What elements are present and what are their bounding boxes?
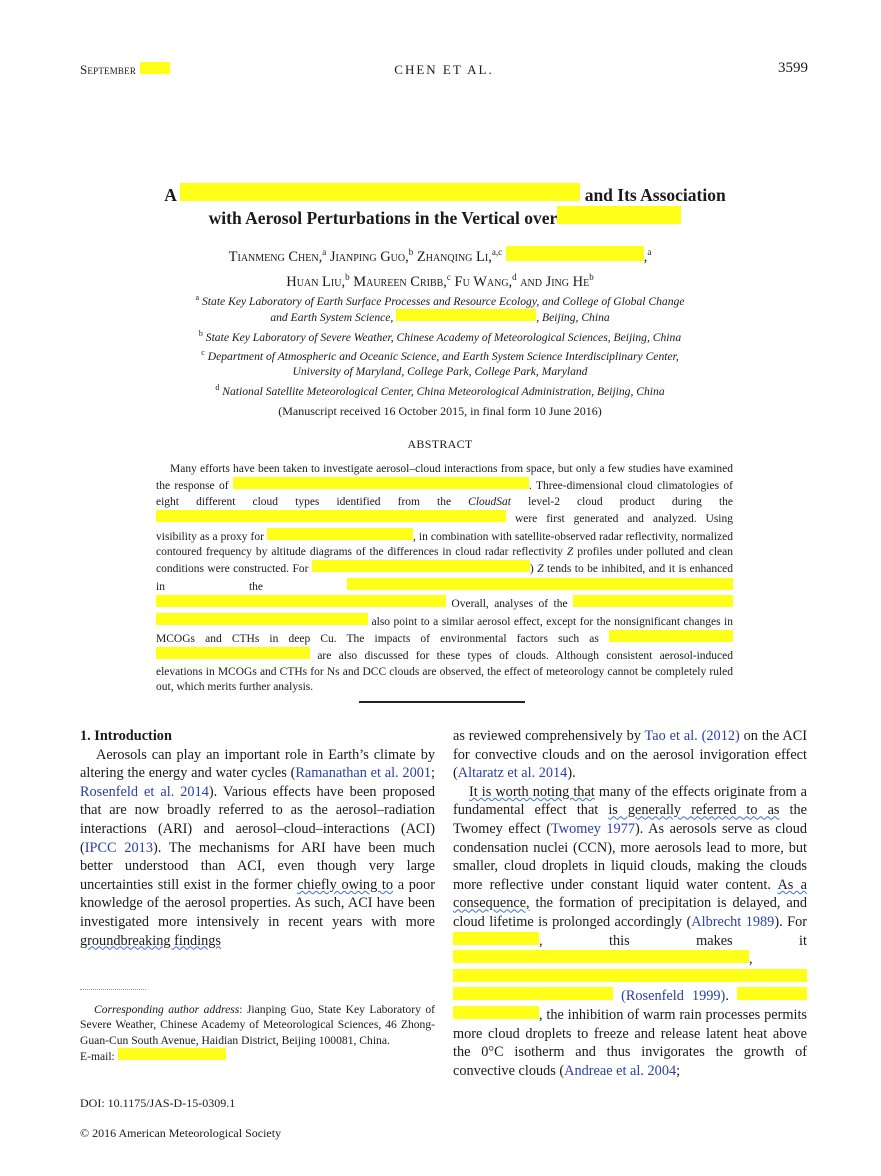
redaction-highlight bbox=[233, 477, 529, 489]
paper-title bbox=[120, 183, 770, 229]
redaction-highlight bbox=[737, 987, 807, 1000]
redaction-highlight bbox=[557, 206, 681, 224]
header-authors: CHEN ET AL. bbox=[394, 62, 494, 77]
redaction-highlight bbox=[506, 246, 644, 261]
header-month: September bbox=[80, 62, 170, 78]
redaction-highlight bbox=[453, 932, 539, 945]
redaction-highlight bbox=[118, 1048, 226, 1060]
right-column bbox=[453, 727, 807, 1080]
running-header bbox=[80, 62, 808, 80]
affiliation-d: $^d$ National Satellite Meteorological Center, China Meteorological Administration, Beijing, China bbox=[215, 382, 665, 398]
redaction-highlight bbox=[156, 595, 446, 607]
affiliation-a-cont: and Earth System Science, , Beijing, China bbox=[270, 311, 610, 325]
redaction-highlight bbox=[267, 528, 413, 540]
manuscript-dates: (Manuscript received 16 October 2015, in final form 10 June 2016) bbox=[278, 404, 602, 418]
grammar-flag: groundbreaking findings bbox=[80, 932, 221, 949]
redaction-highlight bbox=[156, 647, 310, 659]
section-heading-introduction: 1. Introduction bbox=[80, 728, 172, 744]
redaction-highlight bbox=[396, 309, 536, 321]
redaction-highlight bbox=[312, 560, 530, 572]
citation-rosenfeld-2014[interactable]: Rosenfeld et al. 2014 bbox=[80, 783, 209, 800]
citation-ipcc-2013[interactable]: IPCC 2013 bbox=[84, 839, 153, 856]
email-line: E-mail: bbox=[80, 1048, 435, 1064]
abstract-body bbox=[156, 462, 733, 696]
page-number: 3599 bbox=[778, 60, 808, 76]
citation-twomey-1977[interactable]: Twomey 1977 bbox=[551, 820, 636, 837]
footnote-rule bbox=[80, 989, 146, 990]
redaction-highlight bbox=[347, 578, 733, 590]
redaction-highlight bbox=[573, 595, 733, 607]
affiliation-c: $^c$ Department of Atmospheric and Oceanic Science, and Earth System Science Interdisciplinary Center, bbox=[201, 347, 679, 363]
redaction-highlight bbox=[156, 613, 368, 625]
author-list bbox=[110, 242, 770, 292]
redaction-highlight bbox=[453, 969, 807, 982]
corresponding-author-footnote: Corresponding author address: Jianping Guo, State Key Laboratory of Severe Weather, Chinese Academy of Meteorological Sciences, 46 Zhong-Guan-Cun South Avenue, Haidian District, Beijing 100081, China. E-mail: bbox=[80, 1003, 435, 1063]
redaction-highlight bbox=[180, 183, 580, 201]
redaction-highlight bbox=[453, 950, 749, 963]
abstract-heading: ABSTRACT bbox=[407, 437, 473, 451]
grammar-flag: chiefly owing to bbox=[297, 876, 394, 893]
citation-ramanathan-2001[interactable]: Ramanathan et al. 2001 bbox=[295, 765, 432, 782]
abstract-paragraph: Many efforts have been taken to investigate aerosol–cloud interactions from space, but only a few studies have examined the response of . Three-dimensional cloud climatologies of eight different cloud types identified from the CloudSat level-2 cloud product during the were first generated and analyzed. Using visibility as a proxy for , in combination with satellite-observed radar reflectivity, normalized contoured frequency by altitude diagrams of the differences in cloud radar reflectivity Z profiles under polluted and clean conditions were constructed. For ) Z tends to be inhibited, and it is enhanced in the Overall, analyses of the also point to a similar aerosol effect, except for the nonsignificant changes in MCOGs and CTHs in deep Cu. The impacts of environmental factors such as are also discussed for these types of clouds. Although consistent aerosol-induced elevations in MCOGs and CTHs for Ns and DCC clouds are observed, the effect of meteorology cannot be completely ruled out, which merits further analysis. bbox=[156, 463, 734, 694]
title-line-2: with Aerosol Perturbations in the Vertical over bbox=[120, 206, 770, 229]
copyright: © 2016 American Meteorological Society bbox=[80, 1126, 282, 1140]
affiliation-a: $^a$ State Key Laboratory of Earth Surface Processes and Resource Ecology, and College of Global Change bbox=[195, 293, 685, 308]
citation-albrecht-1989[interactable]: Albrecht 1989 bbox=[691, 913, 775, 930]
affiliations bbox=[110, 290, 770, 399]
citation-tao-2012[interactable]: Tao et al. (2012) bbox=[644, 728, 740, 744]
doi: DOI: 10.1175/JAS-D-15-0309.1 bbox=[80, 1096, 236, 1110]
redaction-highlight bbox=[453, 987, 613, 1000]
intro-paragraph-1-cont: as reviewed comprehensively by Tao et al. (2012) on the ACI for convective clouds and on the aerosol invigoration effect (Altaratz et al. 2014). bbox=[453, 728, 808, 782]
title-line-1: A and Its Association bbox=[164, 185, 726, 205]
author-line-1: Tianmeng Chen,$^a$ Jianping Guo,$^b$ Zhanqing Li,$^{a,c}$ ,$^a$ bbox=[228, 247, 652, 265]
section-divider bbox=[359, 701, 525, 703]
intro-paragraph-2: It is worth noting that many of the effects originate from a fundamental effect that is generally referred to as the Twomey effect (Twomey 1977). As aerosols serve as cloud condensation nuclei (CCN), more aerosols lead to more, but smaller, cloud droplets in liquid clouds, making the clouds more reflective under constant liquid water content. As a consequence, the formation of precipitation is delayed, and cloud lifetime is prolonged accordingly (Albrecht 1989). For , this makes it , (Rosenfeld 1999). , the inhibition of warm rain processes permits more cloud droplets to freeze and release latent heat above the 0°C isotherm and thus invigorates the growth of convective clouds (Andreae et al. 2004; bbox=[453, 783, 808, 1079]
redaction-highlight bbox=[156, 510, 506, 522]
grammar-flag: It is worth noting that bbox=[469, 783, 595, 800]
author-line-2: Huan Liu,$^b$ Maureen Cribb,$^c$ Fu Wang,$^d$ and Jing He$^b$ bbox=[286, 271, 594, 290]
affiliation-c-cont: University of Maryland, College Park, College Park, Maryland bbox=[292, 365, 588, 379]
affiliation-b: $^b$ State Key Laboratory of Severe Weather, Chinese Academy of Meteorological Sciences, Beijing, China bbox=[198, 328, 682, 344]
left-column bbox=[80, 727, 435, 950]
grammar-flag: As a consequence, bbox=[453, 876, 807, 912]
citation-rosenfeld-1999[interactable]: (Rosenfeld 1999) bbox=[621, 988, 726, 1005]
grammar-flag: is generally referred to as bbox=[608, 802, 780, 819]
intro-paragraph-1: Aerosols can play an important role in Earth’s climate by altering the energy and water cycles (Ramanathan et al. 2001; Rosenfeld et al. 2014). Various effects have been proposed that are now broadly referred to as the aerosol–radiation interactions (ARI) and aerosol–cloud–interactions (ACI) (IPCC 2013). The mechanisms for ARI have been much better understood than ACI, even though very large uncertainties still exist in the former chiefly owing to a poor knowledge of the aerosol properties. As such, ACI have been investigated more intensively in recent years with more groundbreaking findings bbox=[80, 746, 436, 949]
citation-andreae-2004[interactable]: Andreae et al. 2004 bbox=[564, 1062, 677, 1079]
redaction-highlight bbox=[453, 1006, 539, 1019]
redaction-highlight bbox=[609, 630, 733, 642]
citation-altaratz-2014[interactable]: Altaratz et al. 2014 bbox=[457, 765, 568, 782]
